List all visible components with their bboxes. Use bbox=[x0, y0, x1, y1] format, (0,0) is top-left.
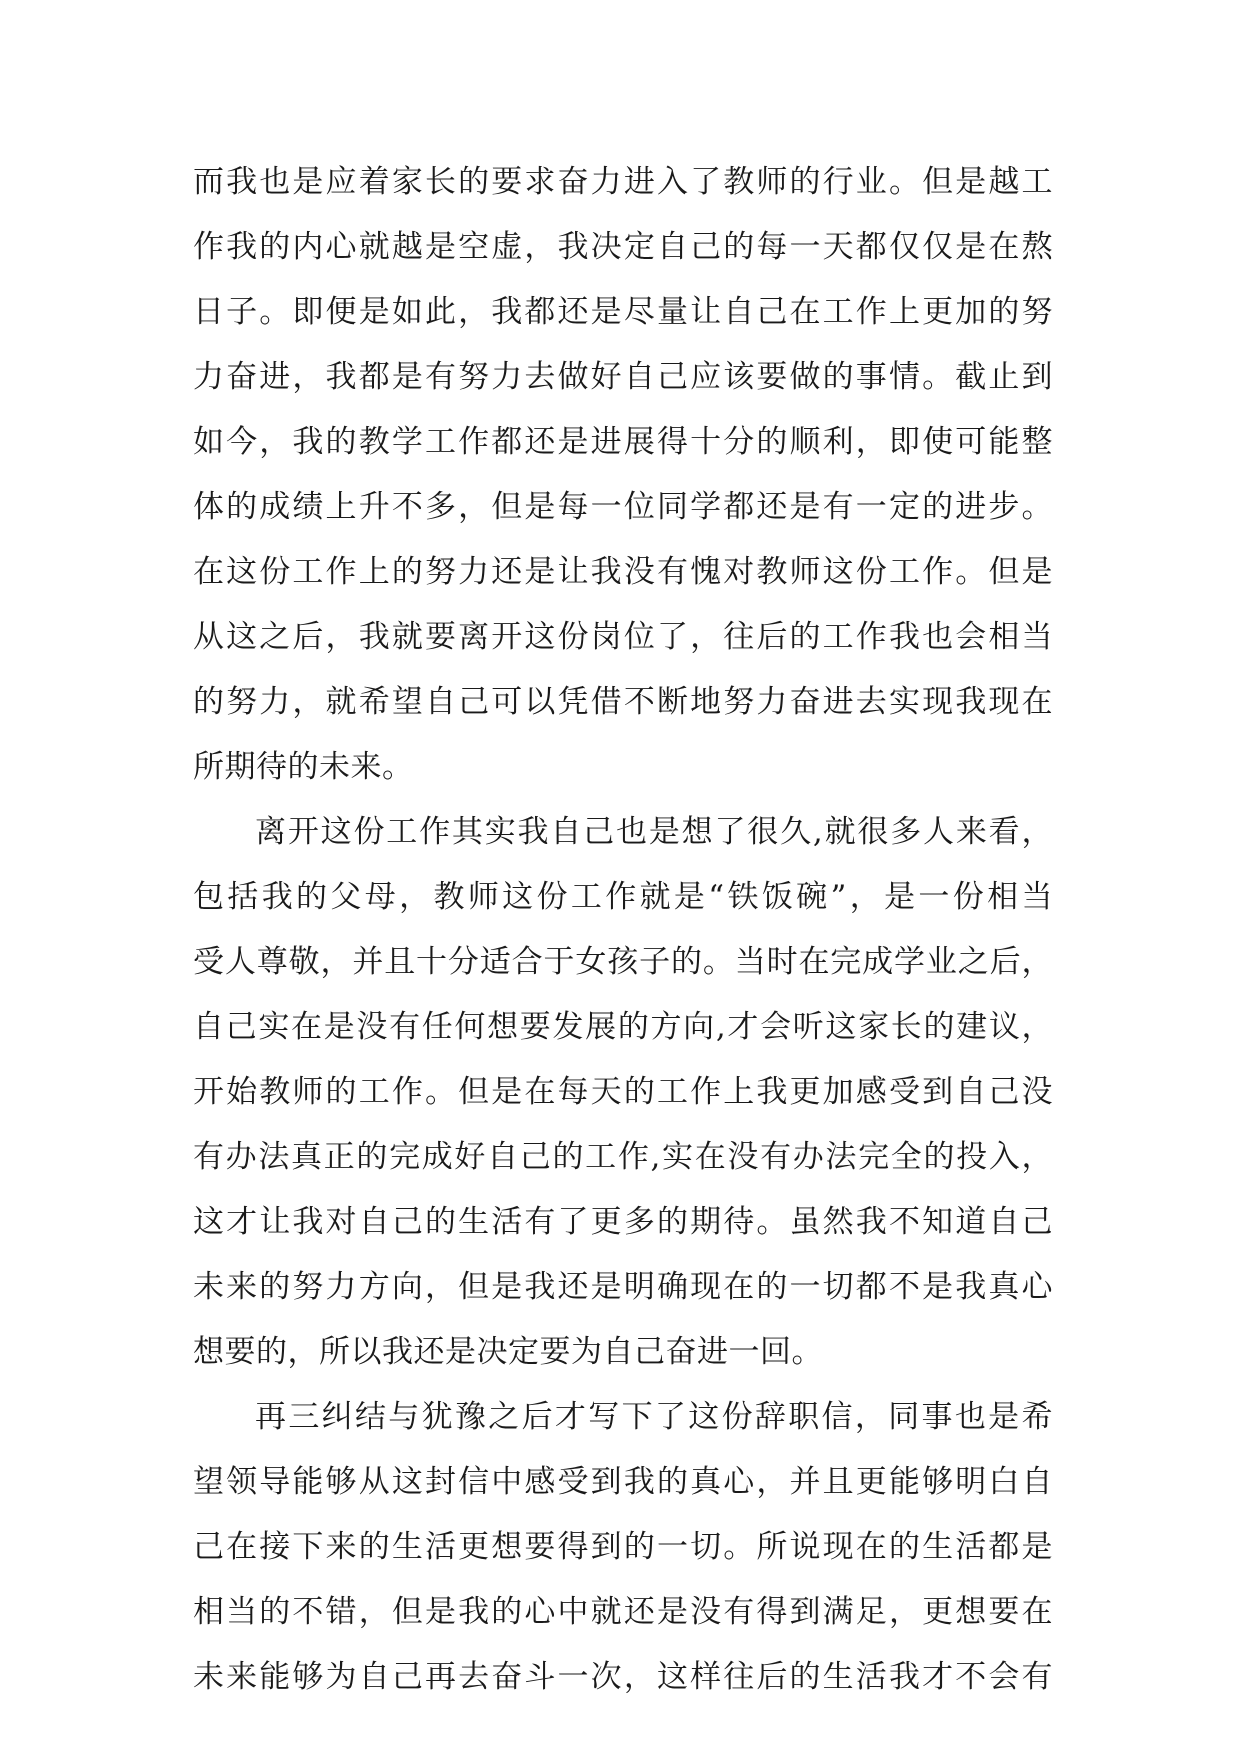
text-line: 包括我的父母，教师这份工作就是“铁饭碗”，是一份相当 bbox=[193, 879, 1053, 915]
text-line: 的努力，就希望自己可以凭借不断地努力奋进去实现我现在 bbox=[193, 684, 1053, 720]
text-line: 体的成绩上升不多，但是每一位同学都还是有一定的进步。 bbox=[193, 489, 1053, 525]
text-line: 未来的努力方向，但是我还是明确现在的一切都不是我真心 bbox=[193, 1269, 1053, 1305]
text-line: 有办法真正的完成好自己的工作,实在没有办法完全的投入， bbox=[193, 1139, 1053, 1175]
text-line: 开始教师的工作。但是在每天的工作上我更加感受到自己没 bbox=[193, 1074, 1053, 1110]
text-line: 从这之后，我就要离开这份岗位了，往后的工作我也会相当 bbox=[193, 619, 1053, 655]
paragraph-start-line: 离开这份工作其实我自己也是想了很久,就很多人来看， bbox=[255, 814, 1053, 850]
paragraph-start-line: 再三纠结与犹豫之后才写下了这份辞职信，同事也是希 bbox=[255, 1399, 1053, 1435]
text-line: 想要的，所以我还是决定要为自己奋进一回。 bbox=[193, 1334, 823, 1370]
text-line: 作我的内心就越是空虚，我决定自己的每一天都仅仅是在熬 bbox=[193, 229, 1053, 265]
text-line: 己在接下来的生活更想要得到的一切。所说现在的生活都是 bbox=[193, 1529, 1053, 1565]
text-line: 如今，我的教学工作都还是进展得十分的顺利，即使可能整 bbox=[193, 424, 1053, 460]
text-line: 自己实在是没有任何想要发展的方向,才会听这家长的建议， bbox=[193, 1009, 1053, 1045]
text-line: 这才让我对自己的生活有了更多的期待。虽然我不知道自己 bbox=[193, 1204, 1053, 1240]
text-line: 未来能够为自己再去奋斗一次，这样往后的生活我才不会有 bbox=[193, 1659, 1053, 1695]
text-line: 力奋进，我都是有努力去做好自己应该要做的事情。截止到 bbox=[193, 359, 1053, 395]
text-line: 所期待的未来。 bbox=[193, 749, 414, 785]
text-line: 望领导能够从这封信中感受到我的真心，并且更能够明白自 bbox=[193, 1464, 1053, 1500]
text-line: 而我也是应着家长的要求奋力进入了教师的行业。但是越工 bbox=[193, 164, 1053, 200]
text-line: 受人尊敬，并且十分适合于女孩子的。当时在完成学业之后， bbox=[193, 944, 1053, 980]
text-line: 在这份工作上的努力还是让我没有愧对教师这份工作。但是 bbox=[193, 554, 1053, 590]
text-line: 相当的不错，但是我的心中就还是没有得到满足，更想要在 bbox=[193, 1594, 1053, 1630]
text-line: 日子。即便是如此，我都还是尽量让自己在工作上更加的努 bbox=[193, 294, 1053, 330]
body-text bbox=[193, 150, 1053, 1710]
